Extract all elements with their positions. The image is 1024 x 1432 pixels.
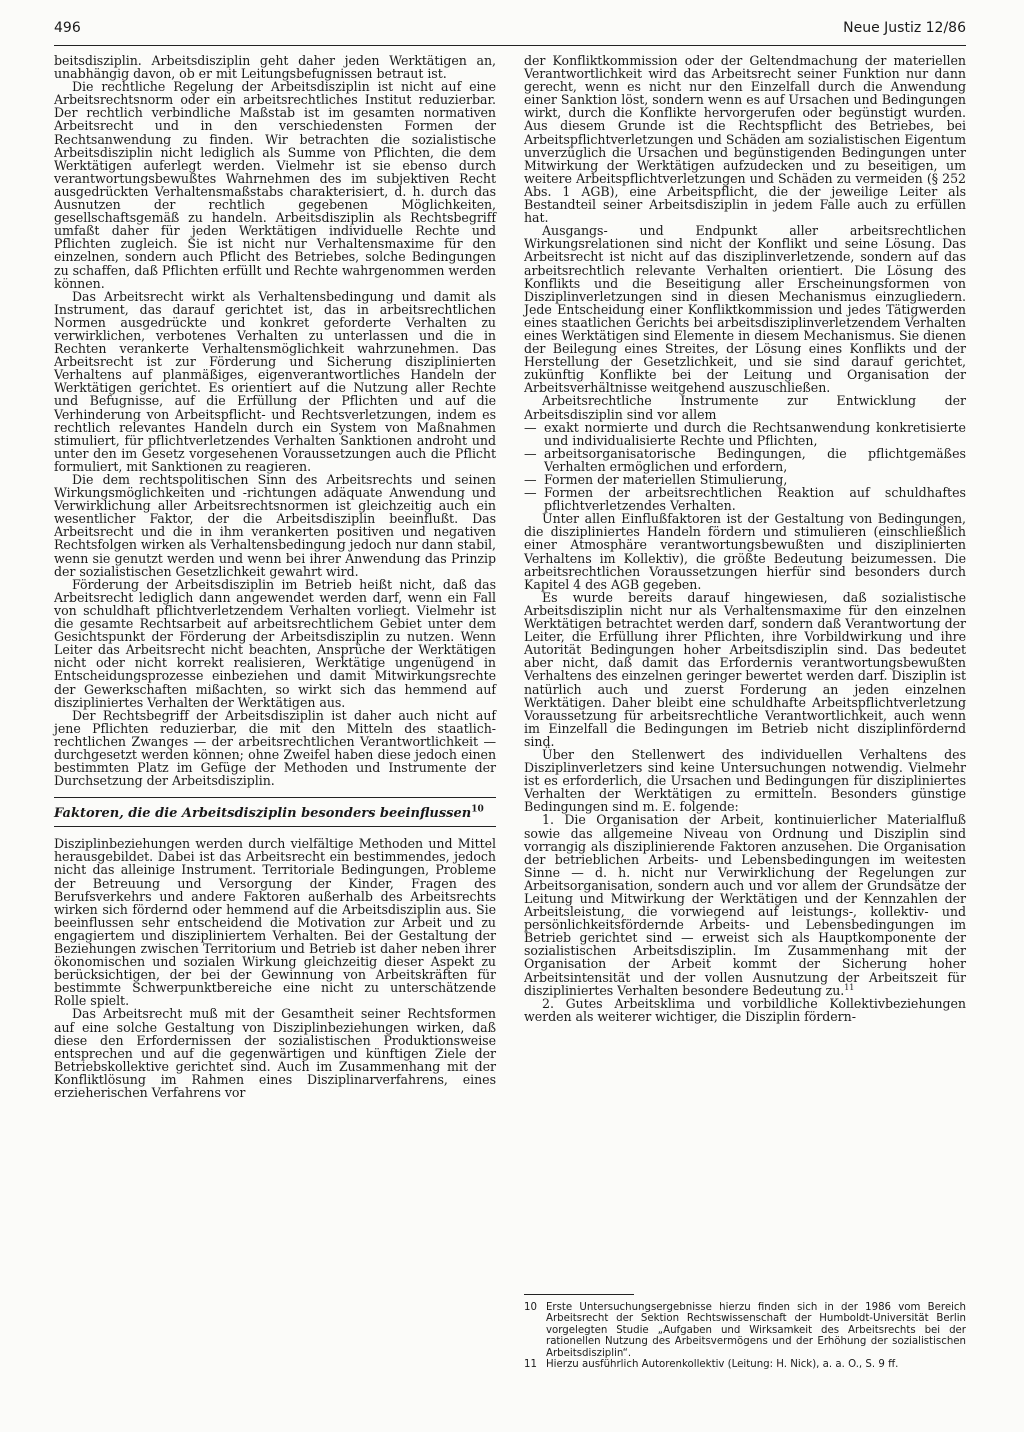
paragraph: Über den Stellenwert des individuellen Verhaltens des Disziplinverletzers sind keine Untersuchungen notwendig. Vielmehr ist es erforderlich, die Ursachen und Bedingungen für diszipliniertes Verhalten der Werktätigen zu ermitteln. Besonders günstige Bedingungen sind m. E. folgende: — [524, 746, 966, 815]
footnote — [524, 1359, 966, 1370]
paragraph: Förderung der Arbeitsdisziplin im Betrieb heißt nicht, daß das Arbeitsrecht lediglich dann angewendet werden darf, wenn ein Fall von schuldhaft pflichtverletzendem Verhalten vorliegt. Vielmehr ist die gesamte Rechtsarbeit auf arbeitsrechtlichem Gebiet unter dem Gesichtspunkt der Förderung der Arbeitsdisziplin zu nutzen. Wenn Leiter das Arbeitsrecht nicht beachten, Ansprüche der Werktätigen nicht oder nicht korrekt realisieren, Werktätige ungenügend in Entscheidungsprozesse einbeziehen und damit Mitwirkungsrechte der Gewerkschaften mißachten, so wirkt sich das hemmend auf diszipliniertes Verhalten der Werktätigen aus. — [54, 576, 496, 710]
page-number: 496 — [54, 20, 81, 36]
paragraph: Ausgangs- und Endpunkt aller arbeitsrechtlichen Wirkungsrelationen sind nicht der Konflikt und seine Lösung. Das Arbeitsrecht ist nicht auf das disziplinverletzende, sondern auf das arbeitsrechtlich relevante Verhalten orientiert. Die Lösung des Konflikts und die Beseitigung aller Erscheinungsformen von Disziplinverletzungen sind in diesen Mechanismus einzugliedern. Jede Entscheidung einer Konfliktkommission und jedes Tätigwerden eines staatlichen Gerichts bei arbeitsdisziplinverletzendem Verhalten eines Werktätigen sind Elemente in diesem Mechanismus. Sie dienen der Beilegung eines Streites, der Lösung eines Konflikts und der Herstellung der Gesetzlichkeit, und sie sind darauf gerichtet, zukünftig Konflikte bei der Leitung und Organisation der Arbeitsverhältnisse weitgehend auszuschließen. — [524, 223, 966, 396]
paragraph: Das Arbeitsrecht muß mit der Gesamtheit seiner Rechtsformen auf eine solche Gestaltung von Disziplinbeziehungen wirken, daß diese den Erfordernissen der sozialistischen Produktionsweise entsprechen und auf die gegenwärtigen und künftigen Ziele der Betriebskollektive gerichtet sind. Auch im Zusammenhang mit der Konfliktlösung im Rahmen eines Disziplinarverfahrens, eines erzieherischen Verfahrens vor — [54, 1006, 496, 1101]
instrument-list — [524, 421, 966, 513]
journal-issue: Neue Justiz 12/86 — [843, 20, 966, 36]
paragraph: Unter allen Einflußfaktoren ist der Gestaltung von Bedingungen, die diszipliniertes Handeln fördern und stimulieren (einschließlich einer Atmosphäre verantwortungsbewußten und disziplinierten Verhaltens im Kollektiv), die größte Bedeutung beizumessen. Die arbeitsrechtlichen Voraussetzungen hierfür sind besonders durch Kapitel 4 des AGB gegeben. — [524, 511, 966, 592]
page-header — [54, 20, 966, 42]
footnote-ref: 10 — [471, 804, 484, 815]
paragraph-text: 1. Die Organisation der Arbeit, kontinuierlicher Materialfluß sowie das allgemeine Niveau von Ordnung und Disziplin sind vorrangig als disziplinierende Faktoren anzusehen. Die Organisation der betrieblichen Arbeits- und Lebensbedingungen im weitesten Sinne — d. h. nicht nur Verwirklichung der Regelungen zur Arbeitsorganisation, sondern auch und vor allem der Grundsätze der Leitung und Mitwirkung der Werktätigen und der Kennzahlen der Arbeitsleistung, die vorwiegend auf leistungs-, kollektiv- und persönlichkeitsfördernde Arbeits- und Lebensbedingungen im Betrieb gerichtet sind — erweist sich als Hauptkomponente der sozialistischen Arbeitsdisziplin. Im Zusammenhang mit der Organisation der Arbeit kommt der Sicherung hoher Arbeitsintensität und der vollen Ausnutzung der Arbeitszeit für diszipliniertes Verhalten besondere Bedeutung zu. — [524, 812, 966, 998]
footnote-rule — [524, 1294, 634, 1295]
paragraph: Die rechtliche Regelung der Arbeitsdisziplin ist nicht auf eine Arbeitsrechtsnorm oder ein arbeitsrechtliches Institut reduzierbar. Der rechtlich verbindliche Maßstab ist im gesamten normativen Arbeitsrecht und in den verschiedensten Formen der Rechtsanwendung zu finden. Wir betrachten die sozialistische Arbeitsdisziplin nicht lediglich als Summe von Pflichten, die dem Werktätigen auferlegt werden. Vielmehr ist sie ebenso durch verantwortungsbewußtes Wahrnehmen des im subjektiven Recht ausgedrückten Verhaltensmaßstabs charakterisiert, d. h. durch das Ausnutzen der rechtlich gegebenen Möglichkeiten, gesellschaftsgemäß zu handeln. Arbeitsdisziplin als Rechtsbegriff umfaßt daher für jeden Werktätigen individuelle Rechte und Pflichten zugleich. Sie ist nicht nur Verhaltensmaxime für den einzelnen, sondern auch Pflicht des Betriebes, solche Bedingungen zu schaffen, daß Pflichten erfüllt und Rechte wahrgenommen werden können. — [54, 79, 496, 291]
paragraph: der Konfliktkommission oder der Geltendmachung der materiellen Verantwortlichkeit wird das Arbeitsrecht seiner Funktion nur dann gerecht, wenn es nicht nur den Einzelfall durch die Anwendung einer Sanktion löst, sondern wenn es auf Ursachen und Bedingungen wirkt, durch die Konflikte hervorgerufen oder begünstigt wurden. Aus diesem Grunde ist die Rechtspflicht des Betriebes, bei Arbeitspflichtverletzungen und Schäden am sozialistischen Eigentum unverzüglich die Ursachen und begünstigenden Bedingungen unter Mitwirkung der Werktätigen aufzudecken und zu beseitigen, um weitere Arbeitspflichtverletzungen und Schäden zu vermeiden (§ 252 Abs. 1 AGB), eine Arbeitspflicht, die der jeweilige Leiter als Bestandteil seiner Arbeitsdisziplin in jedem Falle auch zu erfüllen hat. — [524, 53, 966, 226]
list-dash: — — [524, 445, 537, 461]
paragraph: Es wurde bereits darauf hingewiesen, daß sozialistische Arbeitsdisziplin nicht nur als Verhaltensmaxime für den einzelnen Werktätigen betrachtet werden darf, sondern daß Verantwortung der Leiter, die Erfüllung ihrer Pflichten, ihre Vorbildwirkung und ihre Autorität Bedingungen hoher Arbeitsdisziplin sind. Das bedeutet aber nicht, daß damit das Erfordernis verantwortungsbewußten Verhaltens des einzelnen geringer bewertet werden darf. Disziplin ist natürlich auch und zuerst Forderung an jeden einzelnen Werktätigen. Daher bleibt eine schuldhafte Arbeitspflichtverletzung Voraussetzung für arbeitsrechtliche Verantwortlichkeit, auch wenn im Einzelfall die Bedingungen im Betrieb nicht disziplinfördernd sind. — [524, 589, 966, 749]
list-item-text: Formen der arbeitsrechtlichen Reaktion auf schuldhaftes pflichtverletzendes Verhalten. — [544, 485, 966, 514]
list-item — [524, 421, 966, 447]
list-item-text: Formen der materiellen Stimulierung, — [544, 472, 788, 487]
paragraph: Disziplinbeziehungen werden durch vielfältige Methoden und Mittel herausgebildet. Dabei ist das Arbeitsrecht ein bestimmendes, jedoch nicht das alleinige Instrument. Territoriale Bedingungen, Probleme der Betreuung und Versorgung der Kinder, Fragen des Berufsverkehrs und andere Faktoren außerhalb des Arbeitsrechts wirken sich fördernd oder hemmend auf die Arbeitsdisziplin aus. Sie beeinflussen sehr entscheidend die Motivation zur Arbeit und zu engagiertem und diszipliniertem Verhalten. Bei der Gestaltung der Beziehungen zwischen Territorium und Betrieb ist daher neben ihrer ökonomischen und sozialen Wirkung gleichzeitig dieser Aspekt zu berücksichtigen, der bei der Gewinnung von Arbeitskräften für bestimmte Schwerpunktbereiche eine nicht zu unterschätzende Rolle spielt. — [54, 836, 496, 1009]
list-dash: — — [524, 419, 537, 435]
list-item-text: exakt normierte und durch die Rechtsanwendung konkretisierte und individualisierte Rechte und Pflichten, — [544, 419, 966, 448]
paragraph — [524, 813, 966, 996]
list-item — [524, 447, 966, 473]
list-item — [524, 486, 966, 512]
paragraph: 2. Gutes Arbeitsklima und vorbildliche Kollektivbeziehungen werden als weiterer wichtiger, die Disziplin fördern- — [524, 995, 966, 1024]
section-heading-text: Faktoren, die die Arbeitsdisziplin besonders beeinflussen — [54, 806, 472, 822]
list-dash: — — [524, 485, 537, 501]
footnote-ref: 11 — [844, 982, 855, 992]
footnotes — [524, 1302, 966, 1370]
list-item-text: arbeitsorganisatorische Bedingungen, die pflichtgemäßes Verhalten ermöglichen und erfordern, — [544, 445, 966, 474]
right-column — [524, 54, 966, 1023]
section-heading — [54, 797, 496, 827]
paragraph: Der Rechtsbegriff der Arbeitsdisziplin ist daher auch nicht auf jene Pflichten reduzierbar, die mit den Mitteln des staatlich-rechtlichen Zwanges — der arbeitsrechtlichen Verantwortlichkeit — durchgesetzt werden können; ohne Zweifel haben diese jedoch einen bestimmten Platz im Gefüge der Methoden und Instrumente der Durchsetzung der Arbeitsdisziplin. — [54, 707, 496, 789]
header-rule — [54, 45, 966, 46]
footnote-text: Hierzu ausführlich Autorenkollektiv (Leitung: H. Nick), a. a. O., S. 9 ff. — [546, 1359, 899, 1371]
left-column — [54, 54, 496, 1099]
list-dash: — — [524, 472, 537, 487]
footnote-number: 10 — [524, 1302, 537, 1313]
footnote-text: Erste Untersuchungsergebnisse hierzu finden sich in der 1986 vom Bereich Arbeitsrecht der Sektion Rechtswissenschaft der Humboldt-Universität Berlin vorgelegten Studie „Aufgaben und Wirksamkeit des Arbeitsrechts bei der rationellen Nutzung des Arbeitsvermögens und der Erhöhung der sozialistischen Arbeitsdisziplin“. — [546, 1302, 966, 1359]
paragraph: beitsdisziplin. Arbeitsdisziplin geht daher jeden Werktätigen an, unabhängig davon, ob er mit Leitungsbefugnissen betraut ist. — [54, 53, 496, 82]
paragraph: Das Arbeitsrecht wirkt als Verhaltensbedingung und damit als Instrument, das darauf gerichtet ist, das in arbeitsrechtlichen Normen ausgedrückte und konkret geforderte Verhalten zu verwirklichen, verbotenes Verhalten zu unterlassen und die in Rechten verankerte Verhaltensmöglichkeit wahrzunehmen. Das Arbeitsrecht ist zur Förderung und Sicherung disziplinierten Verhaltens auf planmäßiges, eigenverantwortliches Handeln der Werktätigen gerichtet. Es orientiert auf die Nutzung aller Rechte und Befugnisse, auf die Erfüllung der Pflichten und auf die Verhinderung von Arbeitspflicht- und Rechtsverletzungen, indem es rechtlich relevantes Handeln durch ein System von Maßnahmen stimuliert, für pflichtverletzendes Verhalten Sanktionen androht und unter den im Gesetz vorgesehenen Voraussetzungen auch die Pflicht formuliert, mit Sanktionen zu reagieren. — [54, 288, 496, 474]
paragraph: Die dem rechtspolitischen Sinn des Arbeitsrechts und seinen Wirkungsmöglichkeiten und -richtungen adäquate Anwendung und Verwirklichung aller Arbeitsrechtsnormen ist gleichzeitig auch ein wesentlicher Faktor, der die Arbeitsdisziplin beeinflußt. Das Arbeitsrecht und die in ihm verankerten positiven und negativen Rechtsfolgen wirken als Verhaltensbedingung jedoch nur dann stabil, wenn sie genutzt werden und wenn bei ihrer Anwendung das Prinzip der sozialistischen Gesetzlichkeit gewahrt wird. — [54, 472, 496, 579]
footnote-number: 11 — [524, 1359, 537, 1371]
paragraph: Arbeitsrechtliche Instrumente zur Entwicklung der Arbeitsdisziplin sind vor allem — [524, 393, 966, 422]
footnote — [524, 1302, 966, 1359]
